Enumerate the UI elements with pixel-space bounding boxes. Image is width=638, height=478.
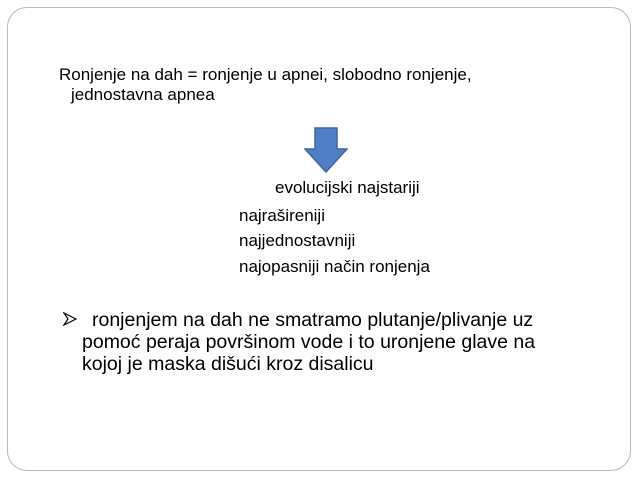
intro-paragraph bbox=[59, 65, 559, 105]
intro-line-2: jednostavna apnea bbox=[71, 85, 215, 104]
bullet-line-1: ronjenjem na dah ne smatramo plutanje/plivanje uz bbox=[92, 309, 534, 331]
slide-frame bbox=[7, 7, 631, 471]
feature-most-widespread: najrašireniji bbox=[239, 206, 325, 225]
arrowhead-bullet-icon bbox=[63, 312, 77, 326]
feature-oldest: evolucijski najstariji bbox=[275, 178, 420, 197]
intro-line-1: Ronjenje na dah = ronjenje u apnei, slobodno ronjenje, bbox=[59, 65, 472, 84]
bullet-line-3: kojoj je maska dišući kroz disalicu bbox=[82, 353, 374, 375]
bullet-text bbox=[82, 309, 602, 375]
feature-simplest: najjednostavniji bbox=[239, 231, 356, 250]
bullet-line-2: pomoć peraja površinom vode i to uronjene glave na bbox=[82, 331, 536, 353]
feature-most-dangerous: najopasniji način ronjenja bbox=[239, 257, 430, 276]
down-arrow-icon bbox=[304, 127, 348, 173]
